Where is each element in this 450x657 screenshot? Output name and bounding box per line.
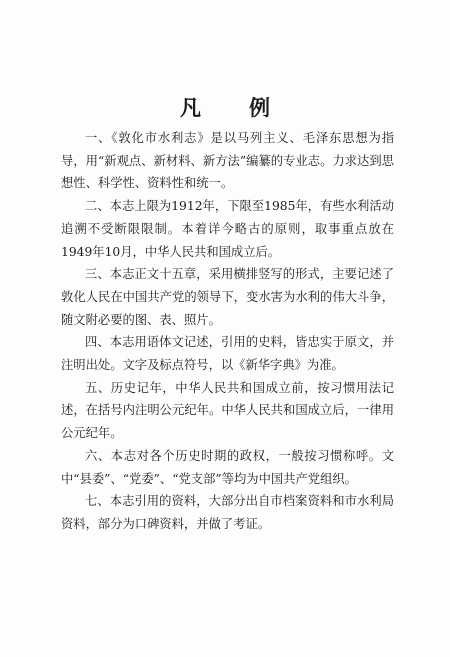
- page-title: 凡例: [180, 95, 318, 120]
- paragraph-7: 七、本志引用的资料，大部分出自市档案资料和市水利局资料，部分为口碑资料，并做了考证。: [61, 494, 394, 531]
- paragraph-4: 四、本志用语体文记述，引用的史料，皆忠实于原文，并注明出处。文字及标点符号，以《新华字典》为准。: [61, 335, 394, 373]
- paragraph-3: 三、本志正文十五章，采用横排竖写的形式，主要记述了敦化人民在中国共产党的领导下，变水害为水利的伟大斗争，随文附必要的图、表、照片。: [61, 267, 394, 327]
- paragraph-1: 一、《敦化市水利志》是以马列主义、毛泽东思想为指导，用“新观点、新材料、新方法”编纂的专业志。力求达到思想性、科学性、资料性和统一。: [61, 131, 394, 191]
- paragraph-6: 六、本志对各个历史时期的政权，一般按习惯称呼。文中“县委”、“党委”、“党支部”等均为中国共产党组织。: [61, 448, 394, 486]
- paragraph-2: 二、本志上限为1912年，下限至1985年，有些水利活动追溯不受断限限制。本着详今略古的原则，取事重点放在1949年10月，中华人民共和国成立后。: [61, 199, 394, 259]
- document-body: [61, 127, 394, 536]
- paragraph-5: 五、历史记年，中华人民共和国成立前，按习惯用法记述，在括号内注明公元纪年。中华人民共和国成立后，一律用公元纪年。: [61, 380, 394, 441]
